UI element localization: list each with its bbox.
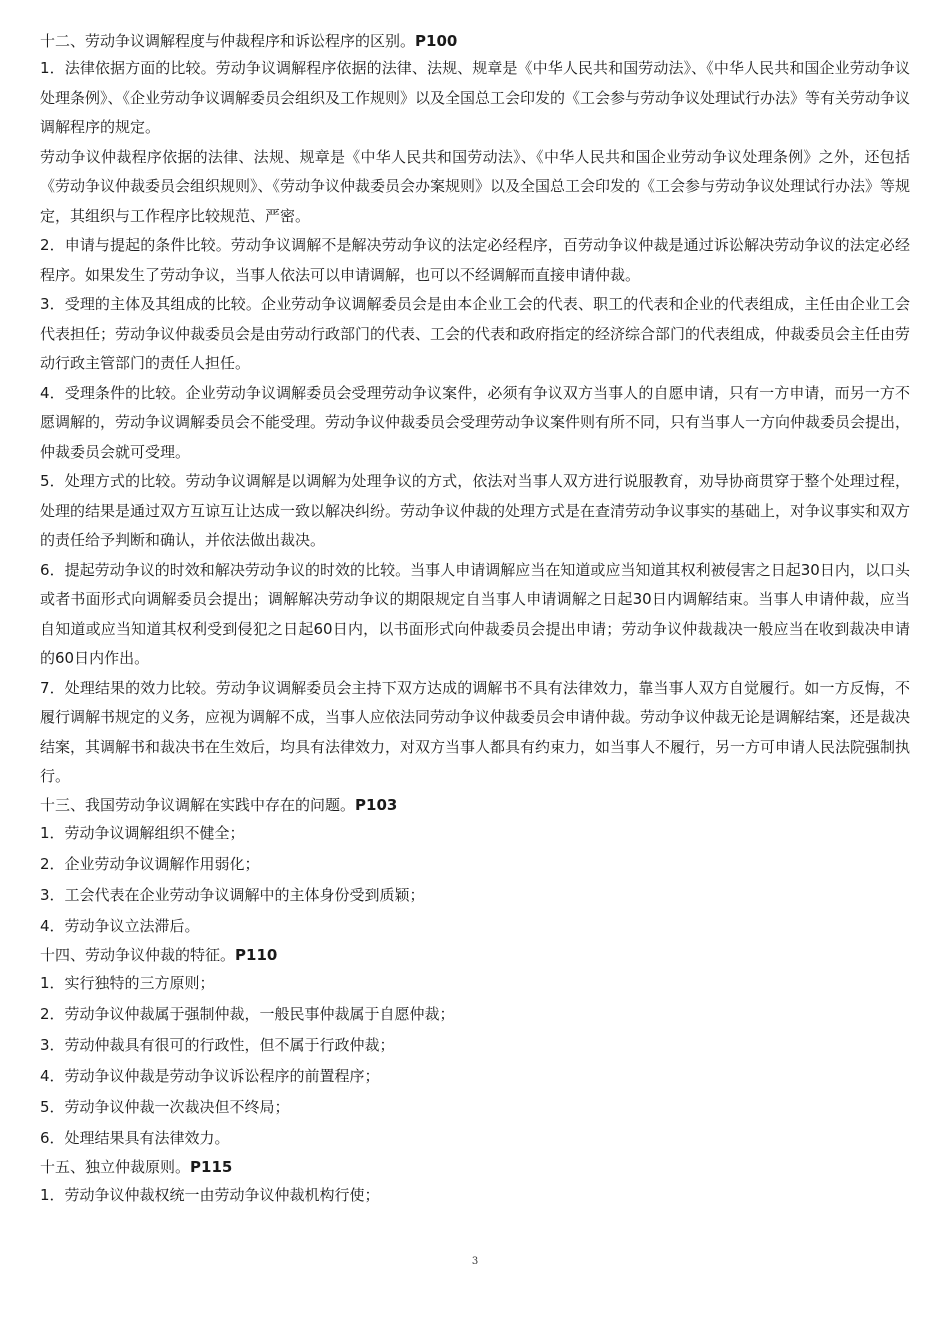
section-13-heading: [40, 792, 910, 818]
section-15-heading: [40, 1154, 910, 1180]
list-item: 5．劳动争议仲裁一次裁决但不终局；: [40, 1097, 290, 1116]
paragraph: 2．申请与提起的条件比较。劳动争议调解不是解决劳动争议的法定必经程序，百劳动争议仲裁是通过诉讼解决劳动争议的法定必经程序。如果发生了劳动争议，当事人依法可以申请调解，也可以不经调解而直接申请仲裁。: [40, 236, 910, 284]
page-reference: P103: [355, 795, 398, 814]
list-item: 1．劳动争议仲裁权统一由劳动争议仲裁机构行使；: [40, 1185, 380, 1204]
list-item: 4．劳动争议仲裁是劳动争议诉讼程序的前置程序；: [40, 1066, 380, 1085]
list-item: 4．劳动争议立法滞后。: [40, 916, 200, 935]
section-title: 十二、劳动争议调解程度与仲裁程序和诉讼程序的区别。: [40, 32, 416, 50]
list-item: 6．处理结果具有法律效力。: [40, 1128, 230, 1147]
paragraph: 6．提起劳动争议的时效和解决劳动争议的时效的比较。当事人申请调解应当在知道或应当知道其权利被侵害之日起30日内，以口头或者书面形式向调解委员会提出；调解解决劳动争议的期限规定自当事人申请调解之日起30日内调解结束。当事人申请仲裁，应当自知道或应当知道其权利受到侵犯之日起60日内，以书面形式向仲裁委员会提出申请；劳动争议仲裁裁决一般应当在收到裁决申请的60日内作出。: [40, 560, 910, 667]
paragraph: 5．处理方式的比较。劳动争议调解是以调解为处理争议的方式，依法对当事人双方进行说服教育，劝导协商贯穿于整个处理过程，处理的结果是通过双方互谅互让达成一致以解决纠纷。劳动争议仲裁的处理方式是在查清劳动争议事实的基础上，对争议事实和双方的责任给予判断和确认，并依法做出裁决。: [40, 472, 911, 549]
list-item: 3．工会代表在企业劳动争议调解中的主体身份受到质颖；: [40, 885, 425, 904]
list-item: 1．实行独特的三方原则；: [40, 973, 215, 992]
list-item: 2．企业劳动争议调解作用弱化；: [40, 854, 260, 873]
page-reference: P100: [415, 32, 458, 50]
section-title: 十五、独立仲裁原则。: [40, 1157, 191, 1176]
section-12-heading: [40, 28, 910, 54]
page-reference: P110: [235, 945, 278, 964]
section-title: 十三、我国劳动争议调解在实践中存在的问题。: [40, 795, 356, 814]
page-reference: P115: [190, 1157, 233, 1176]
paragraph: 4．受理条件的比较。企业劳动争议调解委员会受理劳动争议案件，必须有争议双方当事人的自愿申请，只有一方申请，而另一方不愿调解的，劳动争议调解委员会不能受理。劳动争议仲裁委员会受理劳动争议案件则有所不同，只有当事人一方向仲裁委员会提出，仲裁委员会就可受理。: [40, 383, 911, 461]
section-title: 十四、劳动争议仲裁的特征。: [40, 945, 236, 964]
list-item: 2．劳动争议仲裁属于强制仲裁，一般民事仲裁属于自愿仲裁；: [40, 1004, 455, 1023]
paragraph: 7．处理结果的效力比较。劳动争议调解委员会主持下双方达成的调解书不具有法律效力，靠当事人双方自觉履行。如一方反悔，不履行调解书规定的义务，应视为调解不成，当事人应依法同劳动争议仲裁委员会申请仲裁。劳动争议仲裁无论是调解结案，还是裁决结案，其调解书和裁决书在生效后，均具有法律效力，对双方当事人都具有约束力，如当事人不履行，另一方可申请人民法院强制执行。: [40, 678, 911, 785]
section-14-heading: [40, 942, 910, 968]
paragraph: 3．受理的主体及其组成的比较。企业劳动争议调解委员会是由本企业工会的代表、职工的代表和企业的代表组成，主任由企业工会代表担任；劳动争议仲裁委员会是由劳动行政部门的代表、工会的代表和政府指定的经济综合部门的代表组成，仲裁委员会主任由劳动行政主管部门的责任人担任。: [40, 295, 911, 372]
page-number: 3: [471, 1256, 479, 1267]
paragraph: 1．法律依据方面的比较。劳动争议调解程序依据的法律、法规、规章是《中华人民共和国劳动法》、《中华人民共和国企业劳动争议处理条例》、《企业劳动争议调解委员会组织及工作规则》以及全国总工会印发的《工会参与劳动争议处理试行办法》等有关劳动争议调解程序的规定。: [40, 59, 911, 136]
list-item: 3．劳动仲裁具有很可的行政性，但不属于行政仲裁；: [40, 1035, 395, 1054]
paragraph: 劳动争议仲裁程序依据的法律、法规、规章是《中华人民共和国劳动法》、《中华人民共和国企业劳动争议处理条例》之外，还包括《劳动争议仲裁委员会组织规则》、《劳动争议仲裁委员会办案规则》以及全国总工会印发的《工会参与劳动争议处理试行办法》等规定，其组织与工作程序比较规范、严密。: [40, 147, 911, 225]
document-body: [40, 28, 910, 1211]
list-item: 1．劳动争议调解组织不健全；: [40, 823, 245, 842]
